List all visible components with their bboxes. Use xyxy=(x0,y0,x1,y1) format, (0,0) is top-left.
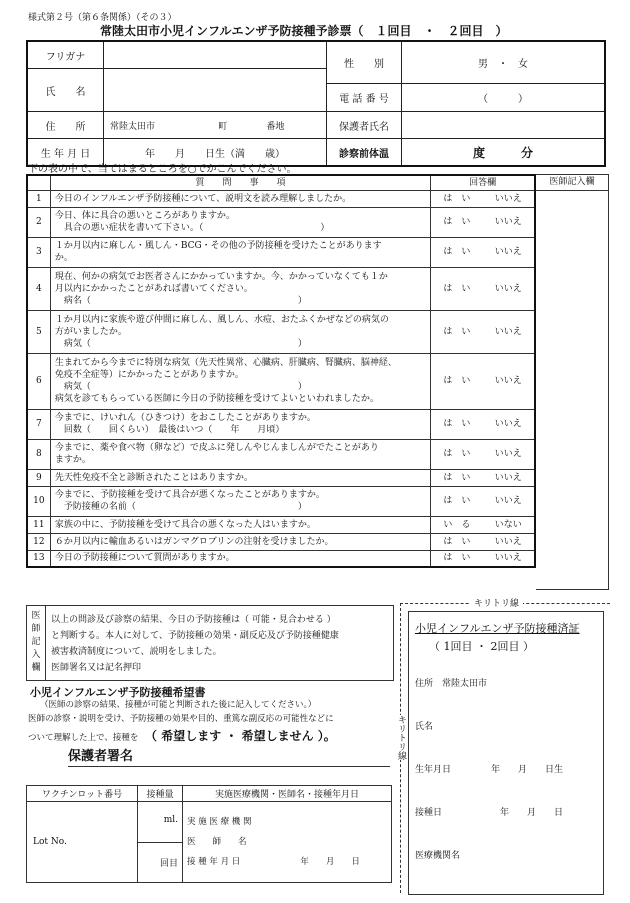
question-text xyxy=(50,409,430,439)
question-text-line: 方がいましたか。 xyxy=(54,326,127,337)
cut-line-label-side: キリトリ線 xyxy=(396,715,406,760)
answer-cell xyxy=(431,469,535,486)
question-header: 質 問 事 項 xyxy=(50,175,430,190)
question-text-line: １か月以内に麻しん・風しん・BCG・その他の予防接種を受けたことがあります xyxy=(54,241,382,251)
question-text-line: 今日のインフルエンザ予防接種について、説明文を読み理解しましたか。 xyxy=(54,193,352,204)
name-label: 氏 名 xyxy=(27,69,104,112)
birth-label: 生 年 月 日 xyxy=(27,139,104,167)
answer-header: 回答欄 xyxy=(431,175,535,190)
question-text xyxy=(50,190,430,207)
question-text xyxy=(50,533,430,550)
question-number: 13 xyxy=(27,550,50,567)
hope-choice[interactable]: （ 希望します ・ 希望しません ）。 xyxy=(145,729,336,743)
doctor-box-label-char: 入 xyxy=(31,650,41,660)
question-row xyxy=(27,310,535,353)
question-text-line: 予防接種の名前（ ） xyxy=(54,502,307,512)
question-number: 9 xyxy=(27,469,50,486)
question-text xyxy=(50,469,430,486)
certificate-date[interactable] xyxy=(415,805,603,818)
doctor-notes-column[interactable] xyxy=(536,174,609,590)
doctor-box-label xyxy=(27,606,46,680)
institution-header: 実施医療機関・医師名・接種年月日 xyxy=(183,786,392,802)
vaccine-table xyxy=(26,785,392,883)
question-table xyxy=(26,174,536,568)
doctor-box-line: と判断する。本人に対して、予防接種の効果・副反応及び予防接種健康 xyxy=(51,631,339,641)
answer-cell xyxy=(431,533,535,550)
question-text xyxy=(50,237,430,267)
question-text-line: 今までに、予防接種を受けて具合が悪くなったことがありますか。 xyxy=(54,490,325,500)
question-text-line: 生まれてから今までに特別な病気（先天性異常、心臓病、肝臓病、腎臓病、脳神経、 xyxy=(54,358,397,368)
question-text-line: １か月以内に家族や遊び仲間に麻しん、風しん、水痘、おたふくかぜなどの病気の xyxy=(54,314,389,325)
temperature-label: 診察前体温 xyxy=(327,139,402,167)
question-text-line: 今までに、薬や食べ物（卵など）で皮ふに発しんやじんましんがでたことがあり xyxy=(54,443,379,453)
doctor-box-line: 以上の問診及び診察の結果、今日の予防接種は（ 可能・見合わせる ） xyxy=(51,615,336,625)
doctor-judgment-box xyxy=(26,605,394,681)
question-number: 3 xyxy=(27,237,50,267)
answer-yes[interactable]: は い xyxy=(443,472,471,483)
furigana-label: フリガナ xyxy=(27,41,104,69)
answer-cell xyxy=(431,190,535,207)
question-row xyxy=(27,353,535,409)
answer-no[interactable]: いいえ xyxy=(494,449,522,459)
question-text-line: 先天性免疫不全と診断されたことはありますか。 xyxy=(54,472,253,483)
answer-no[interactable]: いいえ xyxy=(494,326,522,337)
question-text-line: ６か月以内に輸血あるいはガンマグロブリンの注射を受けましたか。 xyxy=(54,536,334,547)
answer-yes[interactable]: は い xyxy=(443,217,471,227)
doctor-box-line[interactable]: 医師署名又は記名押印 xyxy=(51,663,142,673)
answer-yes[interactable]: は い xyxy=(443,247,471,257)
lot-header: ワクチンロット番号 xyxy=(27,786,138,802)
answer-cell xyxy=(431,237,535,267)
answer-cell xyxy=(431,267,535,310)
certificate-birth-label: 生年月日 xyxy=(415,765,452,775)
guardian-signature-label: 保護者署名 xyxy=(68,749,134,764)
question-row xyxy=(27,267,535,310)
question-text xyxy=(50,207,430,237)
answer-yes[interactable]: は い xyxy=(443,326,471,337)
answer-no[interactable]: いいえ xyxy=(494,283,522,294)
personal-info-table xyxy=(26,40,606,167)
question-number: 2 xyxy=(27,207,50,237)
answer-no[interactable]: いいえ xyxy=(494,536,522,547)
question-text xyxy=(50,439,430,469)
answer-yes[interactable]: は い xyxy=(443,376,471,386)
question-row xyxy=(27,409,535,439)
question-text xyxy=(50,486,430,516)
answer-no[interactable]: いいえ xyxy=(494,247,522,257)
certificate-name[interactable]: 氏名 xyxy=(415,722,434,732)
answer-yes[interactable]: は い xyxy=(443,283,471,294)
vaccination-date-label: 接 種 年 月 日 xyxy=(187,857,241,867)
question-number: 12 xyxy=(27,533,50,550)
cut-line-label-top: キリトリ線 xyxy=(470,596,523,609)
question-text-line: 今日、体に具合の悪いところがありますか。 xyxy=(54,211,235,221)
question-text-line: 家族の中に、予防接種を受けて具合の悪くなった人はいますか。 xyxy=(54,519,316,530)
question-number: 8 xyxy=(27,439,50,469)
hope-title: 小児インフルエンザ予防接種希望書 xyxy=(30,686,206,699)
question-number: 5 xyxy=(27,310,50,353)
answer-yes[interactable]: は い xyxy=(443,553,471,564)
question-number: 1 xyxy=(27,190,50,207)
doctor-box-label-char: 記 xyxy=(31,637,41,647)
question-text xyxy=(50,550,430,567)
question-number: 7 xyxy=(27,409,50,439)
answer-no[interactable]: いない xyxy=(494,519,522,530)
address-machi: 町 xyxy=(218,121,228,132)
dose-times[interactable]: 回目 xyxy=(159,859,178,869)
page-title: 常陸太田市小児インフルエンザ予防接種予診票（ １回目 ・ ２回目 ） xyxy=(100,24,508,38)
vaccination-certificate xyxy=(408,611,604,895)
answer-cell xyxy=(431,439,535,469)
question-number: 4 xyxy=(27,267,50,310)
furigana-field[interactable] xyxy=(104,41,327,69)
lot-number-label: Lot No. xyxy=(33,837,67,847)
question-text-line: 病気（ ） xyxy=(54,382,307,392)
temperature-value[interactable]: 度 分 xyxy=(402,139,606,167)
question-number: 11 xyxy=(27,516,50,533)
certificate-institution[interactable]: 医療機関名 xyxy=(415,851,461,861)
answer-yes[interactable]: は い xyxy=(443,536,471,547)
answer-no[interactable]: いいえ xyxy=(494,553,522,564)
question-text-line: 回数（ 回くらい） 最後はいつ（ 年 月頃） xyxy=(54,425,285,435)
address-field[interactable] xyxy=(104,112,327,139)
doctor-notes-header: 医師記入欄 xyxy=(536,175,608,191)
sex-value[interactable]: 男 ・ 女 xyxy=(402,41,606,83)
answer-cell xyxy=(431,486,535,516)
phone-value[interactable]: （ ） xyxy=(402,83,606,111)
form-number: 様式第２号（第６条関係）（その３） xyxy=(28,13,177,23)
guardian-signature-line[interactable] xyxy=(68,745,390,767)
answer-no[interactable]: いいえ xyxy=(494,217,522,227)
answer-no[interactable]: いいえ xyxy=(494,193,522,204)
question-text xyxy=(50,516,430,533)
question-text-line: 今までに、けいれん（ひきつけ）をおこしたことがありますか。 xyxy=(54,413,316,423)
answer-cell xyxy=(431,516,535,533)
answer-yes[interactable]: は い xyxy=(443,193,471,204)
vaccination-date-value: 年 月 日 xyxy=(300,857,360,867)
answer-no[interactable]: いいえ xyxy=(494,376,522,386)
question-text-line: 免疫不全症等）にかかったことがありますか。 xyxy=(54,370,244,380)
question-row xyxy=(27,486,535,516)
address-city: 常陸太田市 xyxy=(110,121,156,132)
question-row xyxy=(27,533,535,550)
name-field[interactable] xyxy=(104,69,327,112)
instruction-text: 下の表の中で、当てはまるところを○でかこんでください。 xyxy=(28,164,297,175)
phone-label: 電 話 番 号 xyxy=(327,83,402,111)
answer-no[interactable]: いいえ xyxy=(494,419,522,429)
hope-line1: 医師の診察・説明を受け、予防接種の効果や目的、重篤な副反応の可能性などに xyxy=(28,714,334,724)
answer-cell xyxy=(431,207,535,237)
question-text xyxy=(50,353,430,409)
hope-line2 xyxy=(28,727,336,744)
certificate-times: （ 1回目 ・ 2回目 ） xyxy=(429,640,534,653)
institution-label: 実 施 医 療 機 関 xyxy=(187,817,252,827)
answer-cell xyxy=(431,409,535,439)
question-row xyxy=(27,469,535,486)
answer-no[interactable]: いいえ xyxy=(494,496,522,506)
lot-number-cell[interactable] xyxy=(27,802,138,883)
question-row xyxy=(27,190,535,207)
doctor-box-label-char: 師 xyxy=(31,624,41,634)
question-row xyxy=(27,439,535,469)
question-text xyxy=(50,267,430,310)
hope-subtitle: （医師の診察の結果、接種が可能と判断された後に記入してください。） xyxy=(40,700,317,710)
doctor-name-label: 医 師 名 xyxy=(187,837,247,847)
guardian-label: 保護者氏名 xyxy=(327,112,402,139)
question-row xyxy=(27,237,535,267)
hope-line2-text: ついて理解した上で、接種を xyxy=(28,733,139,743)
sex-label: 性 別 xyxy=(327,41,402,83)
certificate-title: 小児インフルエンザ予防接種済証 xyxy=(415,622,580,635)
question-text xyxy=(50,310,430,353)
answer-cell xyxy=(431,550,535,567)
question-number: 10 xyxy=(27,486,50,516)
certificate-birth-value: 年 月 日生 xyxy=(491,765,564,775)
question-text-line: 月以内にかかったことがあれば書いてください。 xyxy=(54,283,253,294)
certificate-address: 住所 常陸太田市 xyxy=(415,679,488,689)
question-row xyxy=(27,550,535,567)
question-text-line: か。 xyxy=(54,253,73,263)
address-label: 住 所 xyxy=(27,112,104,139)
doctor-box-line: 被害救済制度について、説明をしました。 xyxy=(51,647,222,657)
answer-yes[interactable]: は い xyxy=(443,449,471,459)
question-text-line: ますか。 xyxy=(54,455,91,465)
answer-cell xyxy=(431,353,535,409)
question-text-line: 具合の悪い症状を書いて下さい。（ ） xyxy=(54,223,330,233)
answer-yes[interactable]: は い xyxy=(443,419,471,429)
question-text-line: 病名（ ） xyxy=(54,295,307,306)
question-row xyxy=(27,516,535,533)
answer-cell xyxy=(431,310,535,353)
birth-value[interactable]: 年 月 日生（満 歳） xyxy=(104,139,327,167)
answer-yes[interactable]: は い xyxy=(443,496,471,506)
answer-no[interactable]: いいえ xyxy=(494,472,522,483)
amount-header: 接種量 xyxy=(138,786,183,802)
certificate-birth[interactable] xyxy=(415,762,603,775)
question-text-line: 今日の予防接種について質問がありますか。 xyxy=(54,553,235,564)
doctor-box-label-char: 医 xyxy=(31,611,41,621)
question-text-line: 病気を診てもらっている医師に今日の予防接種を受けてよいといわれましたか。 xyxy=(54,394,379,404)
answer-yes[interactable]: い る xyxy=(443,519,471,530)
doctor-box-label-char: 欄 xyxy=(31,663,41,673)
address-banchi: 番地 xyxy=(266,121,285,132)
certificate-date-value: 年 月 日 xyxy=(500,808,564,818)
question-text-line: 病気（ ） xyxy=(54,338,307,349)
question-text-line: 現在、何かの病気でお医者さんにかかっていますか。今、かかっていなくても１か xyxy=(54,271,388,282)
institution-cell[interactable] xyxy=(183,802,392,883)
question-row xyxy=(27,207,535,237)
amount-ml[interactable]: ml. xyxy=(138,802,182,843)
question-number: 6 xyxy=(27,353,50,409)
certificate-date-label: 接種日 xyxy=(415,808,443,818)
guardian-field[interactable] xyxy=(402,112,606,139)
